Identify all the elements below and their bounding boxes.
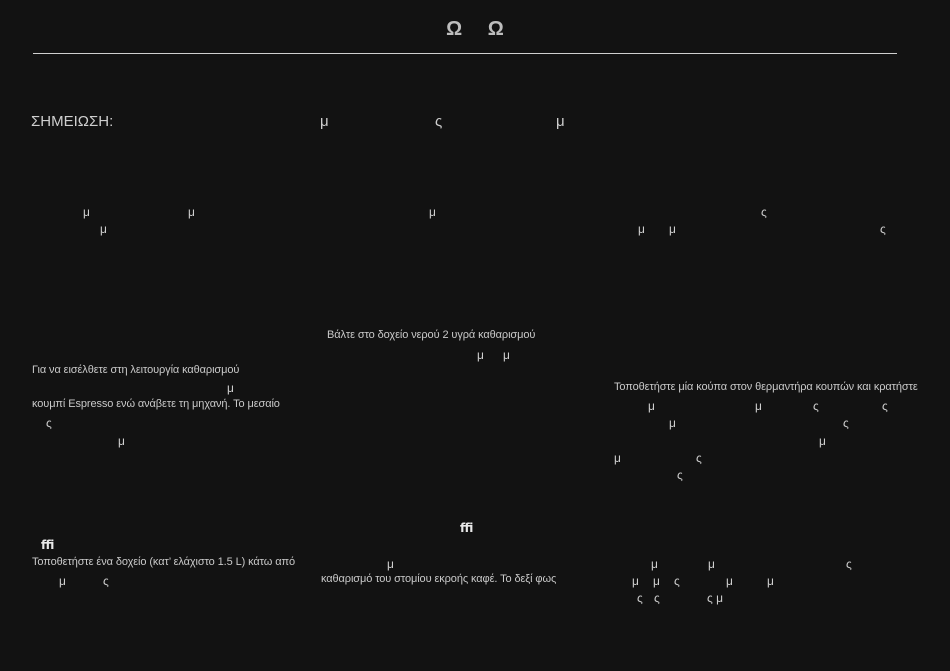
step-fragment: ς (637, 591, 643, 605)
step-fragment: μ (227, 381, 234, 395)
step-text: κουμπί Espresso ενώ ανάβετε τη μηχανή. Το μεσαίο (32, 398, 280, 410)
step-fragment: ς (813, 399, 819, 413)
step-fragment: μ (726, 574, 733, 588)
step-fragment: μ (632, 574, 639, 588)
step-fragment: μ (708, 557, 715, 571)
step-fragment: μ (503, 348, 510, 362)
step-fragment: ς (46, 416, 52, 430)
intro-fragment: μ (100, 222, 107, 236)
note-fragment: μ (556, 113, 565, 130)
step-text: καθαρισμό του στομίου εκροής καφέ. Το δεξί φως (321, 573, 557, 585)
intro-fragment: ς (761, 205, 767, 219)
step-fragment: μ (59, 574, 66, 588)
step-fragment: ς (654, 591, 660, 605)
step-fragment: ς (882, 399, 888, 413)
step-text: Για να εισέλθετε στη λειτουργία καθαρισμού (32, 364, 240, 376)
step-fragment: ς (103, 574, 109, 588)
intro-fragment: μ (638, 222, 645, 236)
step-fragment: μ (755, 399, 762, 413)
page-title (0, 18, 950, 41)
step-fragment: μ (387, 557, 394, 571)
intro-fragment: ς (880, 222, 886, 236)
step-fragment: μ (477, 348, 484, 362)
step-fragment: μ (767, 574, 774, 588)
step-fragment: μ (651, 557, 658, 571)
intro-fragment: μ (429, 205, 436, 219)
step-fragment: ς (696, 451, 702, 465)
step-fragment: ς μ (707, 591, 724, 605)
step-fragment: μ (118, 434, 125, 448)
step-fragment: ς (674, 574, 680, 588)
ligature-glyph: ﬃ (41, 538, 55, 552)
note-fragment: ς (435, 113, 443, 130)
step-text: Βάλτε στο δοχείο νερού 2 υγρά καθαρισμού (327, 329, 536, 341)
step-fragment: μ (614, 451, 621, 465)
ligature-glyph: ﬃ (460, 521, 474, 535)
note-label: ΣΗΜΕΙΩΣΗ: (31, 113, 114, 130)
note-fragment: μ (320, 113, 329, 130)
step-text: Τοποθετήστε ένα δοχείο (κατ’ ελάχιστο 1.5 L) κάτω από (32, 556, 295, 568)
intro-fragment: μ (188, 205, 195, 219)
step-fragment: μ (669, 416, 676, 430)
title-glyph-left: Ω (446, 18, 463, 40)
title-divider (33, 53, 897, 54)
step-fragment: μ (648, 399, 655, 413)
intro-fragment: μ (669, 222, 676, 236)
step-fragment: μ (653, 574, 660, 588)
intro-fragment: μ (83, 205, 90, 219)
step-fragment: ς (843, 416, 849, 430)
step-fragment: ς (846, 557, 852, 571)
step-text: Τοποθετήστε μία κούπα στον θερμαντήρα κουπών και κρατήστε (614, 381, 918, 393)
step-fragment: μ (819, 434, 826, 448)
step-fragment: ς (677, 468, 683, 482)
title-glyph-right: Ω (487, 18, 504, 40)
